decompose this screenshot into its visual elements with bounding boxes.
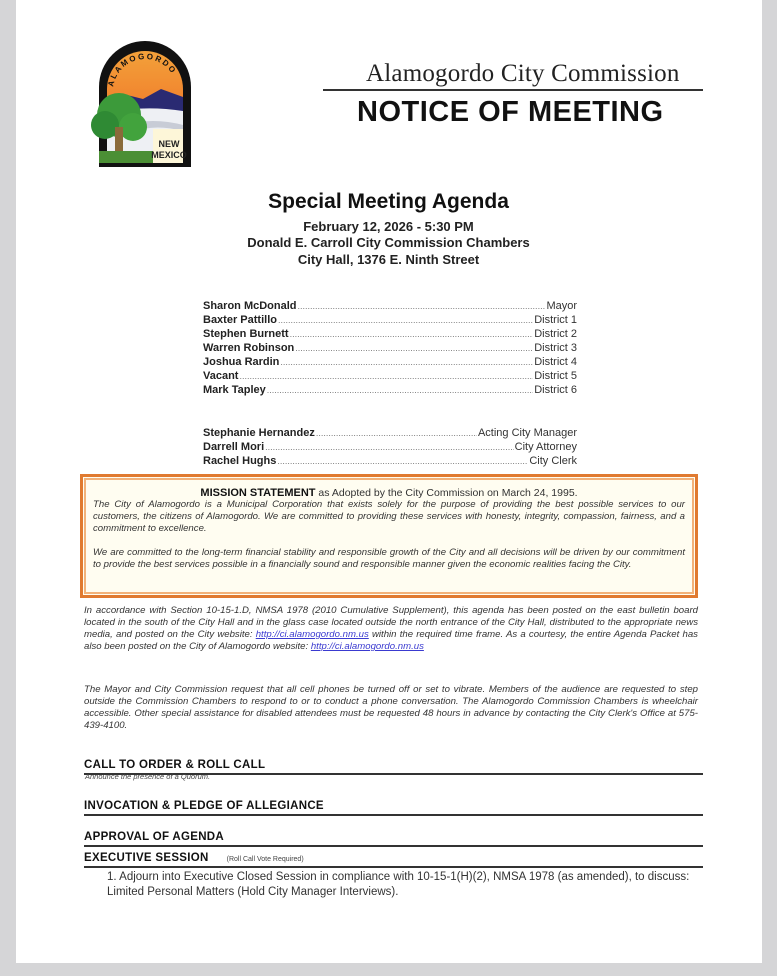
roster-row: [203, 369, 577, 383]
member-role: District 2: [534, 328, 577, 340]
member-role: District 6: [534, 384, 577, 396]
agenda-item: 1. Adjourn into Executive Closed Session in compliance with 10-15-1(H)(2), NMSA 1978 (as amended), to discuss: Limited Personal Matters (Hold City Manager Interviews).: [107, 871, 690, 898]
svg-text:ALAMOGORDO: ALAMOGORDO: [106, 51, 179, 88]
staff-role: City Attorney: [514, 441, 577, 453]
mission-heading: MISSION STATEMENT as Adopted by the City Commission on March 24, 1995.: [200, 487, 578, 499]
roster-row: [203, 313, 577, 327]
section-approval-of-agenda: APPROVAL OF AGENDA: [84, 827, 703, 847]
svg-text:MEXICO: MEXICO: [151, 150, 187, 160]
member-name: Vacant: [203, 370, 239, 382]
meeting-datetime: February 12, 2026 - 5:30 PM: [303, 219, 474, 234]
roster-row: [203, 341, 577, 355]
member-role: District 1: [534, 314, 577, 326]
roster-row: [203, 426, 577, 440]
section-invocation: INVOCATION & PLEDGE OF ALLEGIANCE: [84, 796, 703, 816]
phone-notice: The Mayor and City Commission request that all cell phones be turned off or set to vibrate. Members of the audience are requested to step outside the Commission Chambers to respond to or to conduct a phone conversation. The Alamogordo Commission Chambers is wheelchair accessible. Other special assistance for disabled attendees must be requested 48 hours in advance by contacting the City Clerk's Office at 575-439-4100.: [84, 684, 698, 731]
section-executive-session: EXECUTIVE SESSION (Roll Call Vote Required): [84, 848, 703, 868]
member-name: Joshua Rardin: [203, 356, 280, 368]
member-name: Stephen Burnett: [203, 328, 289, 340]
agenda-title: Special Meeting Agenda: [268, 190, 509, 213]
section-subnote: Announce the presence of a Quorum.: [85, 772, 211, 781]
member-name: Mark Tapley: [203, 384, 266, 396]
city-website-link[interactable]: http://ci.alamogordo.nm.us: [255, 629, 369, 640]
staff-role: City Clerk: [529, 455, 577, 467]
roster-row: [203, 383, 577, 397]
meeting-venue: Donald E. Carroll City Commission Chambers: [247, 235, 530, 250]
posting-notice: In accordance with Section 10-15-1.D, NMSA 1978 (2010 Cumulative Supplement), this agenda has been posted on the east bulletin board located in the south of the City Hall and in the glass case located outside the north entrance of the City Hall, distributed to the appropriate news media, and posted on the City website: http://ci.alamogordo.nm.us within the required time frame. As a courtesy, the entire Agenda Packet has also been posted on the City of Alamogordo website: http://ci.alamogordo.nm.us: [84, 605, 698, 652]
roster-row: [203, 327, 577, 341]
member-role: District 3: [534, 342, 577, 354]
member-role: District 5: [534, 370, 577, 382]
mission-paragraph-2: We are committed to the long-term financial stability and responsible growth of the City and all decisions will be driven by our commitment to provide the best services possible in a financially sound and responsible manner given the economic realities facing the City.: [93, 547, 685, 570]
roster-row: [203, 440, 577, 454]
member-name: Warren Robinson: [203, 342, 295, 354]
section-call-to-order: CALL TO ORDER & ROLL CALL: [84, 755, 703, 775]
org-title: Alamogordo City Commission: [366, 60, 680, 87]
staff-name: Darrell Mori: [203, 441, 265, 453]
member-role: Mayor: [546, 300, 577, 312]
staff-role: Acting City Manager: [477, 427, 577, 439]
alamogordo-city-logo-icon: [83, 29, 207, 169]
mission-paragraph-1: The City of Alamogordo is a Municipal Corporation that exists solely for the purpose of providing the best possible services to our customers, the citizens of Alamogordo. We are committed to providing these services with honesty, integrity, compassion, fairness, and a commitment to excellence.: [93, 499, 685, 534]
member-name: Sharon McDonald: [203, 300, 297, 312]
roster-row: [203, 355, 577, 369]
svg-text:NEW: NEW: [158, 139, 180, 149]
roster-row: [203, 299, 577, 313]
mission-statement-box: [80, 474, 698, 598]
notice-title: NOTICE OF MEETING: [357, 96, 664, 128]
member-role: District 4: [534, 356, 577, 368]
meeting-address: City Hall, 1376 E. Ninth Street: [297, 252, 480, 267]
roster-row: [203, 454, 577, 468]
member-name: Baxter Pattillo: [203, 314, 277, 326]
staff-roster: [203, 426, 577, 468]
staff-name: Rachel Hughs: [203, 455, 277, 467]
header-divider: [323, 89, 703, 91]
city-website-link-2[interactable]: http://ci.alamogordo.nm.us: [310, 641, 424, 652]
roll-call-note: (Roll Call Vote Required): [226, 856, 304, 863]
staff-name: Stephanie Hernandez: [203, 427, 315, 439]
commission-roster: [203, 299, 577, 397]
